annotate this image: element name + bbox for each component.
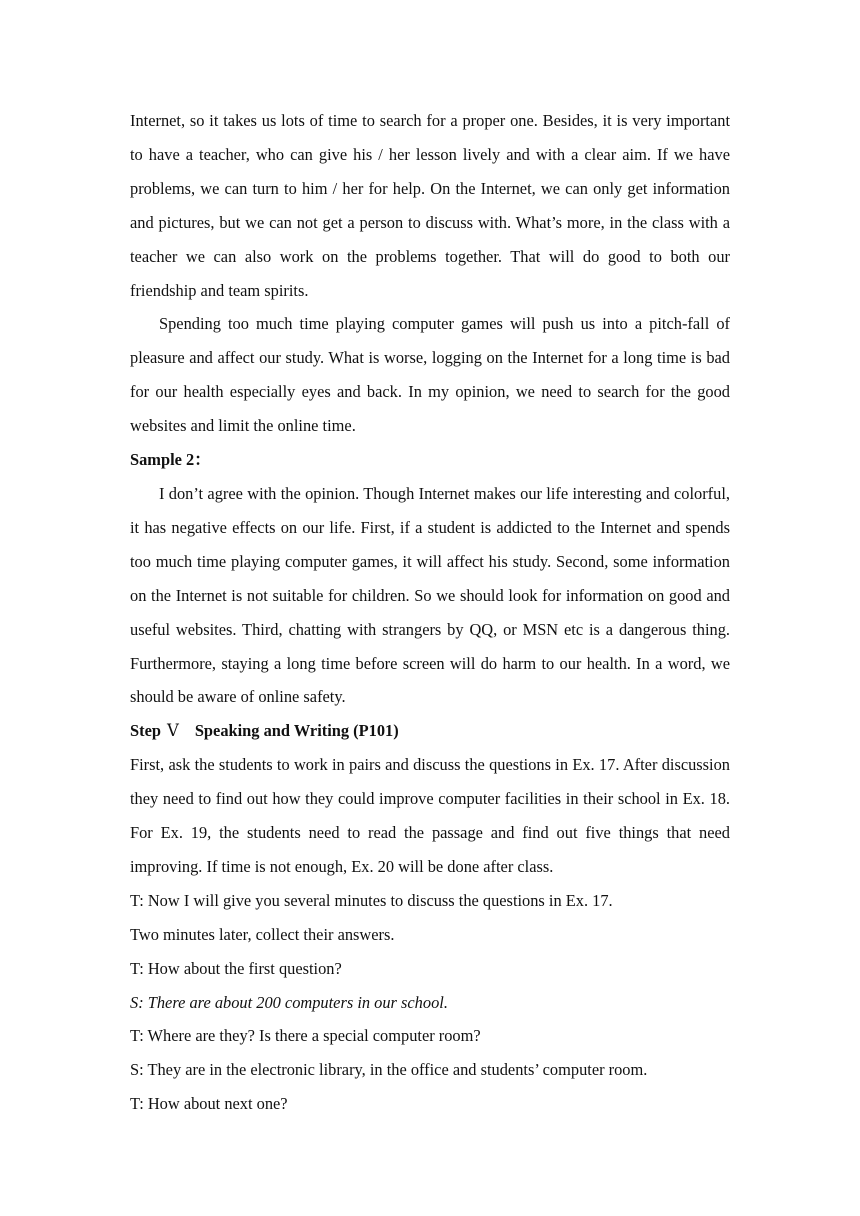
dialogue-line: Two minutes later, collect their answers. [130, 924, 395, 944]
dialogue-line: T: How about the first question? [130, 958, 342, 978]
dialogue-line: S: They are in the electronic library, in the office and students’ computer room. [130, 1060, 648, 1080]
dialogue-line: T: How about next one? [130, 1094, 288, 1114]
dialogue-line: S: There are about 200 computers in our school. [130, 992, 448, 1012]
step-number: Ⅴ [166, 721, 179, 741]
dialogue-line: T: Where are they? Is there a special computer room? [130, 1026, 481, 1046]
sample-2-heading: Sample 2： [130, 450, 211, 470]
step-title: Speaking and Writing (P101) [194, 721, 399, 741]
paragraph-computer-games: Spending too much time playing computer games will push us into a pitch-fall of pleasure and affect our study. What is worse, logging on the Internet for a long time is bad for our health especially eyes and back. In my opinion, we need to search for the good websites and limit the online time. [130, 314, 730, 436]
step-heading [130, 714, 730, 748]
step-instructions: First, ask the students to work in pairs and discuss the questions in Ex. 17. After discussion they need to find out how they could improve computer facilities in their school in Ex. 18. For Ex. 19, the students need to read the passage and find out five things that need improving. If time is not enough, Ex. 20 will be done after class. [130, 755, 730, 876]
document-page [130, 104, 730, 1121]
dialogue-line: T: Now I will give you several minutes to discuss the questions in Ex. 17. [130, 890, 613, 910]
paragraph-internet-teacher: Internet, so it takes us lots of time to search for a proper one. Besides, it is very important to have a teacher, who can give his / her lesson lively and with a clear aim. If we have problems, we can turn to him / her for help. On the Internet, we can only get information and pictures, but we can not get a person to discuss with. What’s more, in the class with a teacher we can also work on the problems together. That will do good to both our friendship and team spirits. [130, 111, 730, 300]
sample-2-paragraph: I don’t agree with the opinion. Though Internet makes our life interesting and colorful, it has negative effects on our life. First, if a student is addicted to the Internet and spends too much time playing computer games, it will affect his study. Second, some information on the Internet is not suitable for children. So we should look for information on good and useful websites. Third, chatting with strangers by QQ, or MSN etc is a dangerous thing. Furthermore, staying a long time before screen will do harm to our health. In a word, we should be aware of online safety. [130, 483, 730, 707]
step-label: Step [130, 721, 161, 741]
